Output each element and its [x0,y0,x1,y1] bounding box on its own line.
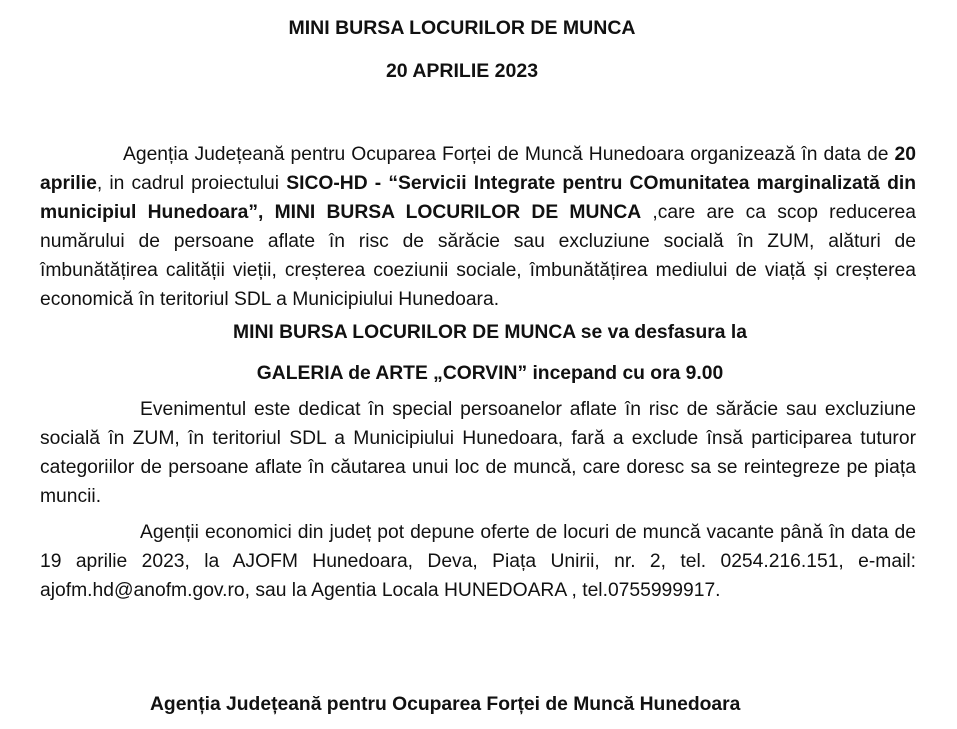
venue-line-2: GALERIA de ARTE „CORVIN” incepand cu ora 9.00 [256,363,724,384]
document-title: MINI BURSA LOCURILOR DE MUNCA [288,17,636,39]
intro-date-bold: 20 aprilie [40,144,916,194]
employers-text: Agenții economici din județ pot depune oferte de locuri de muncă vacante până în data de 19 aprilie 2023, la AJOFM Hunedoara, Deva, Piața Unirii, nr. 2, tel. 0254.216.151, e-mail: ajofm.hd@anofm.gov.ro, sau la Agentia Locala HUNEDOARA , tel.0755999917. [40,522,916,601]
venue-line-1: MINI BURSA LOCURILOR DE MUNCA se va desfasura la [233,322,747,343]
intro-paragraph [40,140,916,314]
event-text: Evenimentul este dedicat în special persoanelor aflate în risc de sărăcie sau excluziune socială în ZUM, în teritoriul SDL a Municipiului Hunedoara, fară a exclude însă participarea tuturor categoriilor de persoane aflate în căutarea unui loc de muncă, care doresc sa se reintegreze pe piața muncii. [40,399,916,507]
employers-paragraph [40,518,916,605]
event-paragraph [40,395,916,511]
document-date: 20 APRILIE 2023 [385,60,539,82]
intro-text-1: Agenția Județeană pentru Ocuparea Forței de Muncă Hunedoara organizează în data de [123,144,895,165]
intro-text-2: , in cadrul proiectului [96,173,287,194]
intro-project-bold: SICO-HD - “Servicii Integrate pentru COmunitatea marginalizată din municipiul Hunedoara”, MINI BURSA LOCURILOR DE MUNCA [40,173,916,223]
signature: Agenția Județeană pentru Ocuparea Forței de Muncă Hunedoara [150,694,741,715]
intro-text-3: ,care are ca scop reducerea numărului de persoane aflate în risc de sărăcie sau excluziune socială în ZUM, alături de îmbunătățirea calității vieții, creșterea coeziunii sociale, îmbunătățirea mediului de viață și creșterea economică în teritoriul SDL a Municipiului Hunedoara. [40,202,916,310]
